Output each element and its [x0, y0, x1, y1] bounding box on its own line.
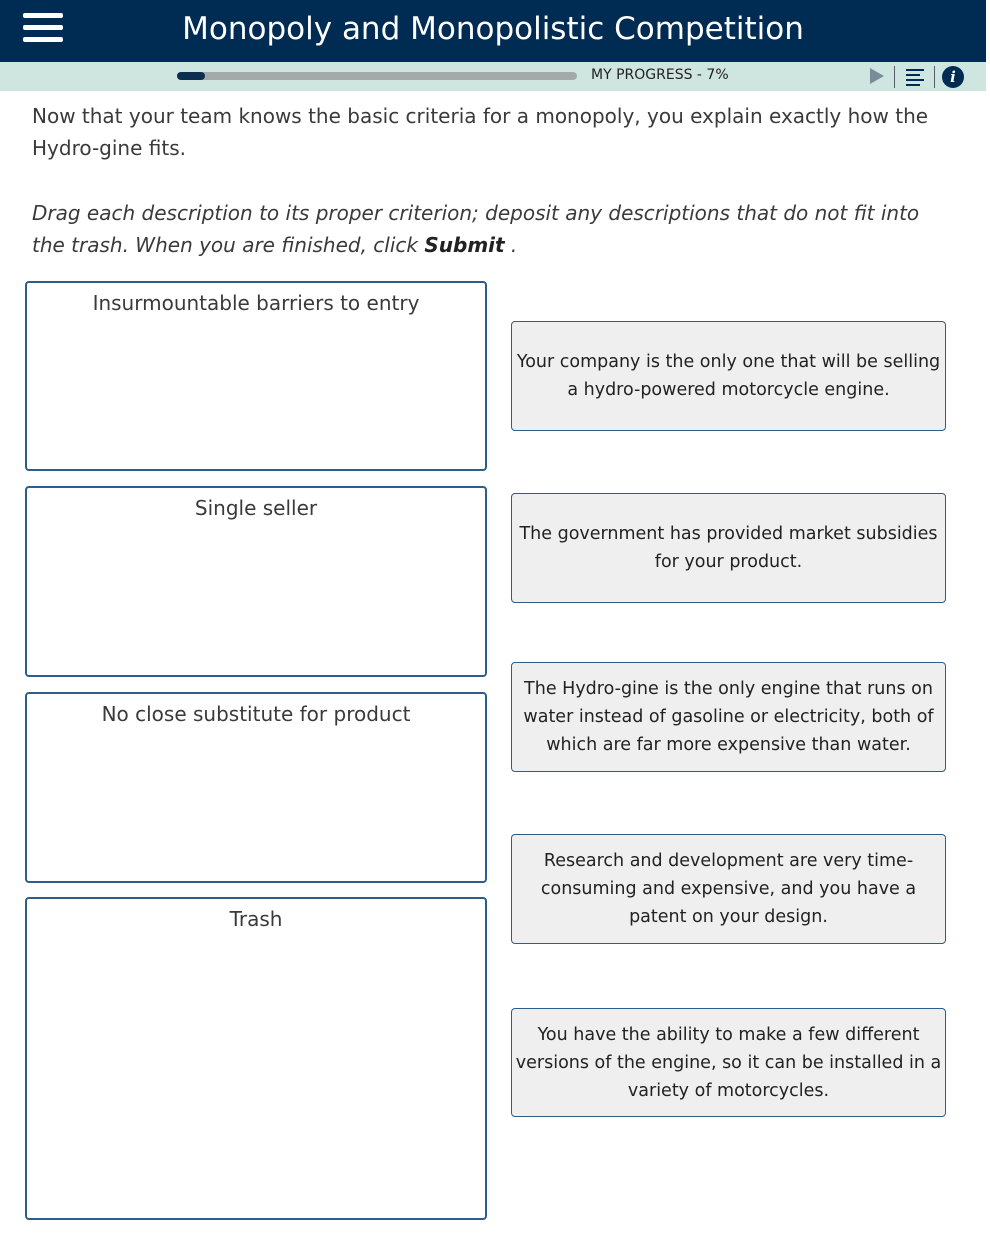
info-icon[interactable]: i: [942, 66, 964, 88]
dropzone-label: Trash: [229, 907, 283, 931]
dropzone-trash[interactable]: [25, 897, 487, 1220]
instruction-prefix: Drag each description to its proper criterion; deposit any descriptions that do not fit into the trash. When you are finished, click: [32, 201, 920, 257]
dropzone-barriers-to-entry[interactable]: [25, 281, 487, 471]
list-icon[interactable]: [905, 67, 925, 87]
intro-text: Now that your team knows the basic criteria for a monopoly, you explain exactly how the Hydro-gine fits.: [32, 104, 929, 160]
draggable-card[interactable]: [511, 834, 946, 944]
card-text: The Hydro-gine is the only engine that runs on water instead of gasoline or electricity, both of which are far more expensive than water.: [523, 679, 934, 755]
submit-reference: Submit: [424, 233, 505, 257]
play-icon[interactable]: [870, 68, 884, 84]
toolbar-divider: [894, 66, 895, 88]
progress-label: MY PROGRESS - 7%: [591, 67, 729, 83]
draggable-card[interactable]: [511, 321, 946, 431]
top-header: [0, 0, 986, 62]
progress-bar-area: [0, 62, 986, 91]
instruction-suffix: .: [504, 233, 518, 257]
card-text: The government has provided market subsidies for your product.: [519, 524, 938, 572]
dropzone-label: Single seller: [194, 496, 318, 520]
card-text: Research and development are very time-consuming and expensive, and you have a patent on your design.: [540, 851, 917, 927]
progress-fill: [177, 72, 205, 80]
draggable-card[interactable]: [511, 662, 946, 772]
toolbar-divider: [934, 66, 935, 88]
draggable-card[interactable]: [511, 493, 946, 603]
card-text: Your company is the only one that will be selling a hydro-powered motorcycle engine.: [516, 352, 941, 400]
dropzone-label: No close substitute for product: [101, 702, 411, 726]
page-title: Monopoly and Monopolistic Competition: [182, 11, 804, 47]
card-text: You have the ability to make a few different versions of the engine, so it can be installed in a variety of motorcycles.: [515, 1024, 942, 1101]
dropzone-label: Insurmountable barriers to entry: [92, 291, 420, 315]
instruction-text: [32, 197, 932, 261]
dropzone-single-seller[interactable]: [25, 486, 487, 677]
progress-track: [177, 72, 577, 80]
dropzone-no-close-substitute[interactable]: [25, 692, 487, 883]
draggable-card[interactable]: [511, 1008, 946, 1117]
